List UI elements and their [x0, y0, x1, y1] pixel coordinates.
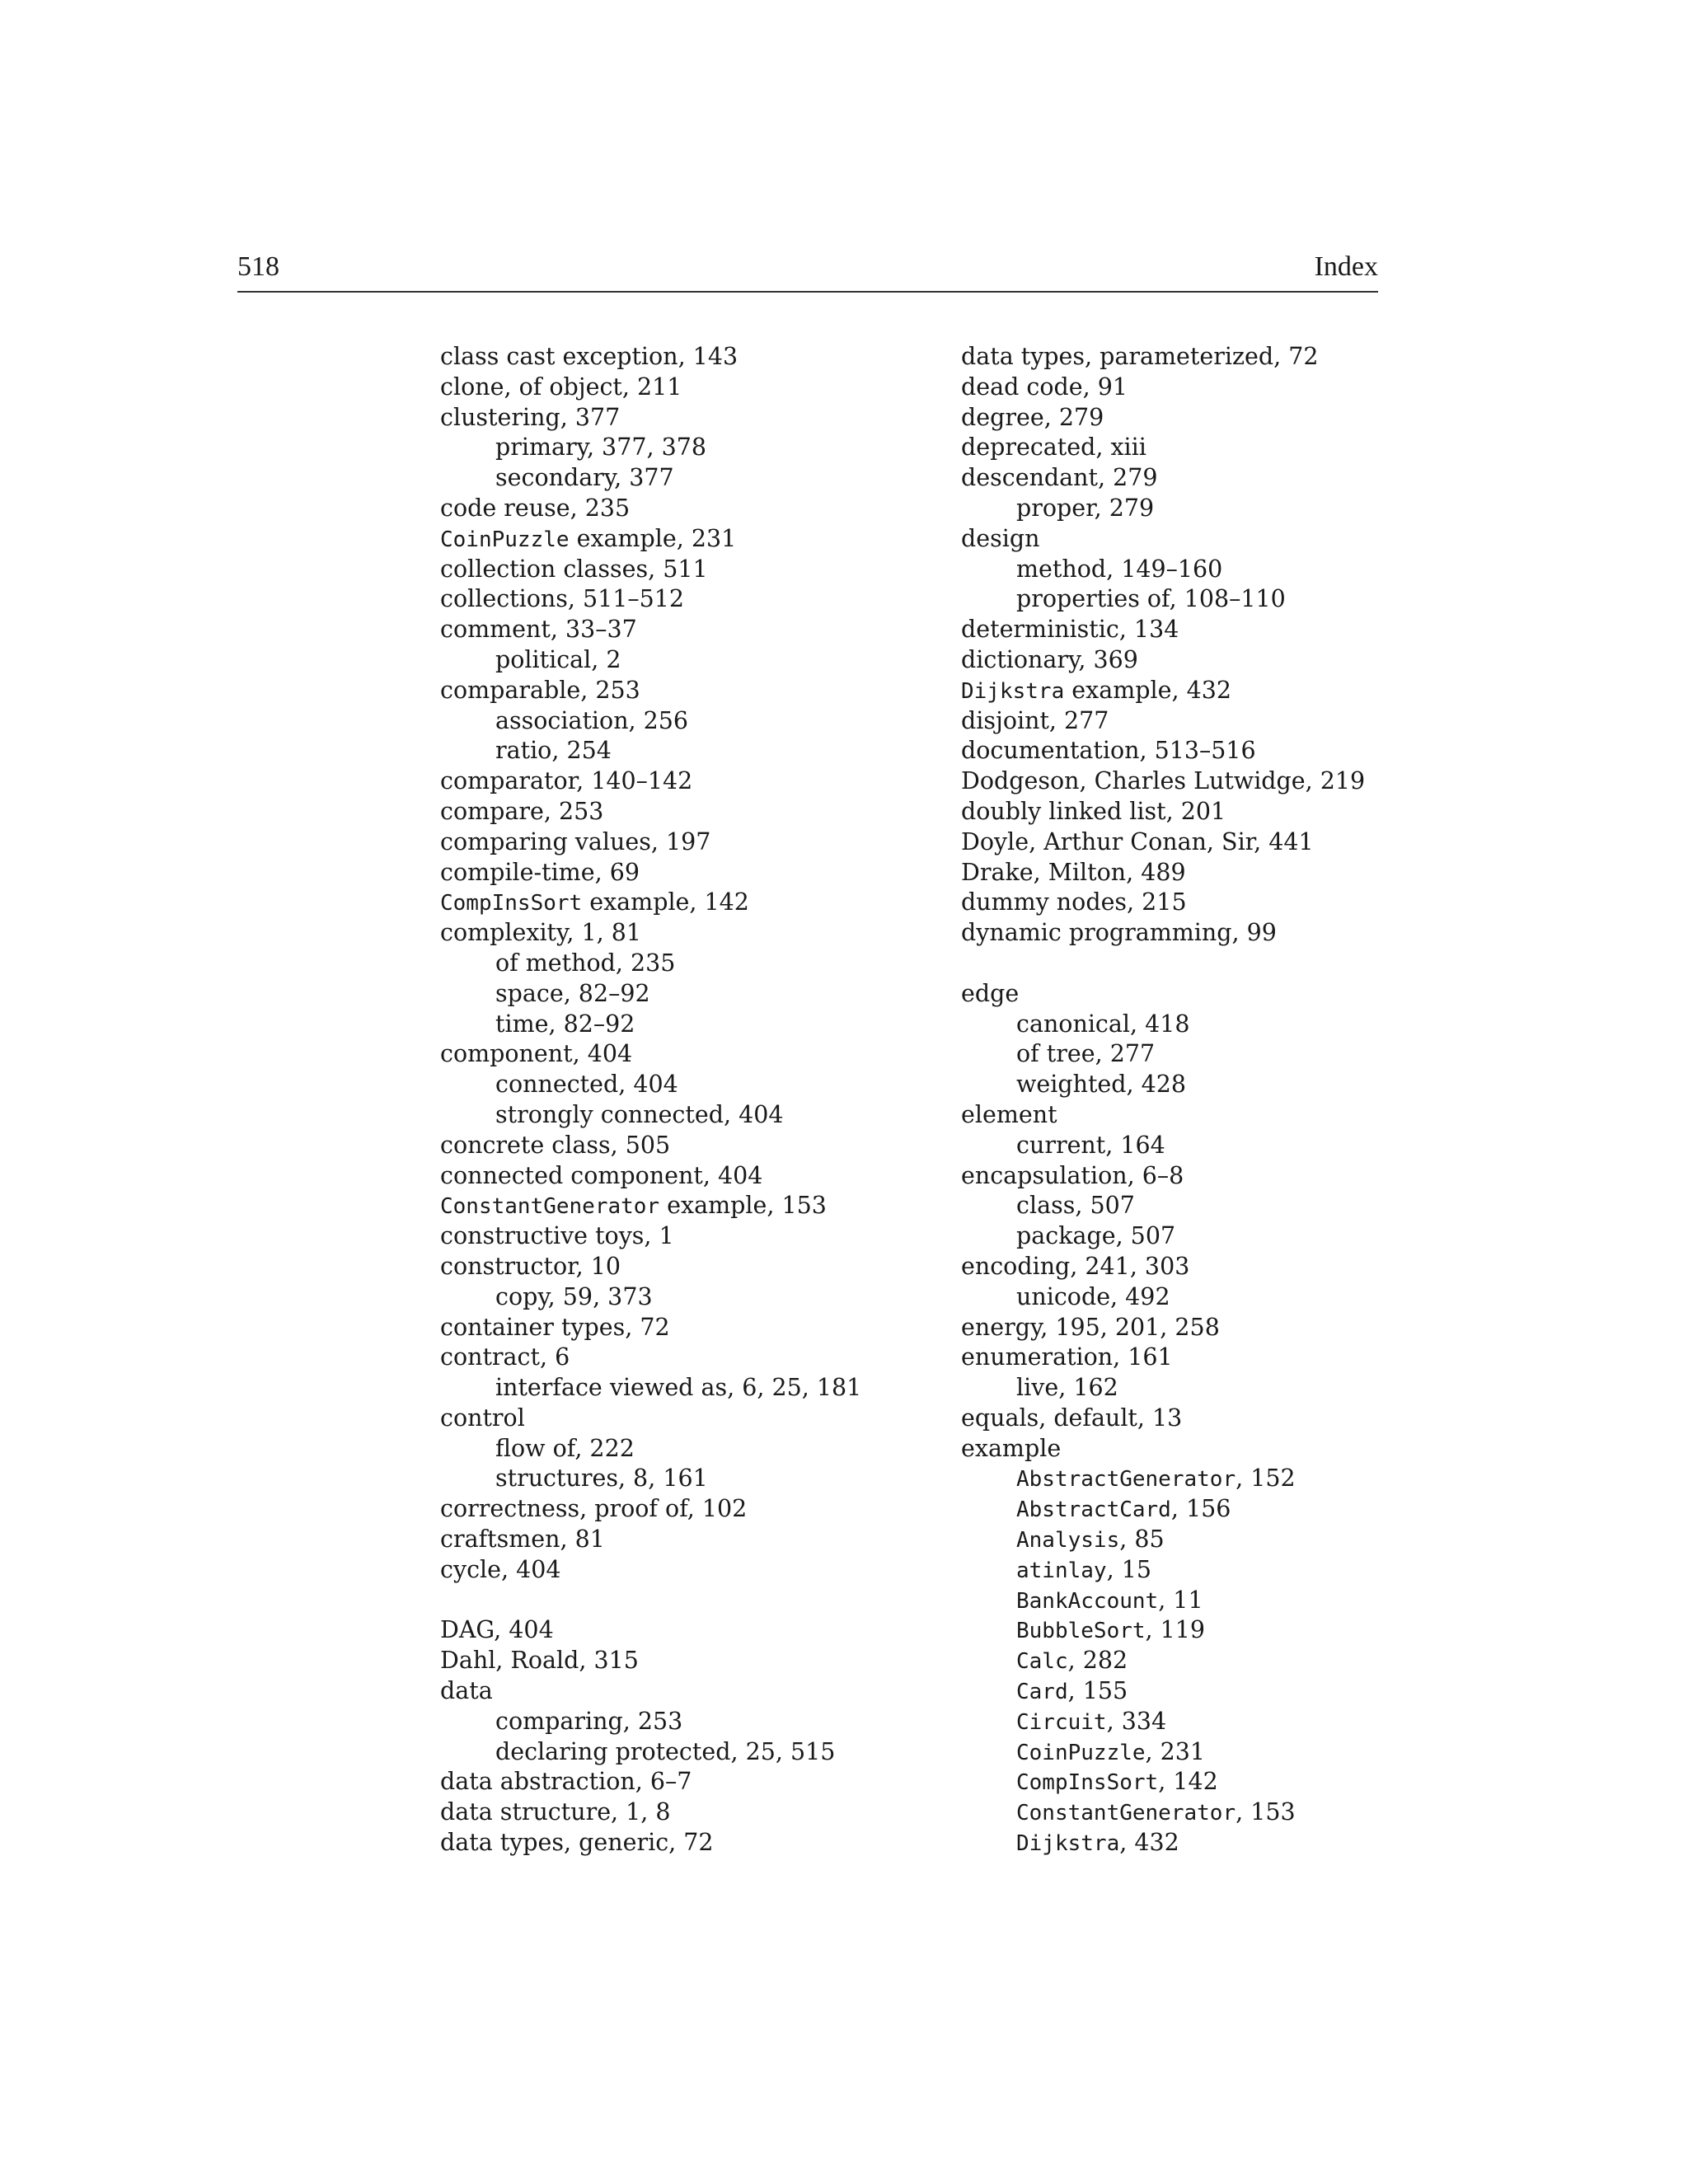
index-entry: [440, 918, 918, 949]
entry-text: ratio, 254: [495, 737, 612, 765]
index-subentry: [961, 1586, 1456, 1616]
index-entry: [961, 1161, 1456, 1192]
entry-text: , 156: [1170, 1495, 1231, 1523]
index-entry: [961, 736, 1456, 766]
index-entry: [440, 615, 918, 645]
entry-text: comparable, 253: [440, 676, 640, 704]
entry-text: structures, 8, 161: [495, 1465, 708, 1493]
index-entry: [440, 373, 918, 403]
index-subentry: [961, 1615, 1456, 1646]
index-subentry: [440, 1373, 918, 1404]
index-subentry: [961, 1737, 1456, 1768]
index-entry: [440, 1646, 918, 1676]
entry-text: , 282: [1067, 1647, 1128, 1675]
index-subentry: [961, 494, 1456, 524]
entry-text: Drake, Milton, 489: [961, 858, 1186, 886]
entry-text: encapsulation, 6–8: [961, 1161, 1184, 1189]
index-entry: [961, 918, 1456, 949]
entry-text: constructor, 10: [440, 1252, 621, 1280]
entry-text: comment, 33–37: [440, 616, 637, 644]
index-subentry: [961, 1282, 1456, 1313]
index-entry: [961, 706, 1456, 737]
entry-text: doubly linked list, 201: [961, 797, 1226, 825]
index-entry: [440, 524, 918, 555]
page-number: 518: [237, 251, 279, 282]
index-entry: [961, 342, 1456, 373]
index-subentry: [440, 645, 918, 676]
index-subentry: [961, 1828, 1456, 1858]
entry-text: component, 404: [440, 1040, 633, 1068]
index-entry: [961, 1404, 1456, 1434]
index-entry: [961, 797, 1456, 827]
entry-text: correctness, proof of, 102: [440, 1495, 748, 1523]
index-entry: [440, 1767, 918, 1797]
code-term: BankAccount: [1016, 1588, 1159, 1614]
entry-text: DAG, 404: [440, 1616, 554, 1644]
entry-text: association, 256: [495, 706, 689, 734]
entry-text: space, 82–92: [495, 979, 650, 1007]
entry-text: connected component, 404: [440, 1161, 763, 1189]
index-entry: [440, 1191, 918, 1221]
index-subentry: [961, 1676, 1456, 1707]
index-subentry: [961, 1221, 1456, 1252]
index-entry: [440, 1828, 918, 1858]
index-entry: [961, 766, 1456, 797]
running-header: [237, 251, 1378, 291]
index-subentry: [440, 949, 918, 979]
entry-text: , 334: [1106, 1707, 1167, 1735]
code-term: CoinPuzzle: [440, 527, 570, 552]
entry-text: secondary, 377: [495, 464, 674, 492]
entry-text: collections, 511–512: [440, 585, 685, 613]
index-entry: [961, 1313, 1456, 1343]
entry-text: example, 432: [1064, 676, 1231, 704]
code-term: Dijkstra: [961, 678, 1065, 704]
entry-text: , 119: [1145, 1616, 1206, 1644]
entry-text: connected, 404: [495, 1071, 678, 1099]
entry-text: of tree, 277: [1016, 1040, 1156, 1068]
entry-text: container types, 72: [440, 1313, 670, 1341]
entry-text: code reuse, 235: [440, 494, 631, 522]
entry-text: clone, of object, 211: [440, 373, 682, 401]
entry-text: comparing, 253: [495, 1707, 683, 1735]
index-entry: [961, 1343, 1456, 1373]
entry-text: data structure, 1, 8: [440, 1798, 671, 1826]
code-term: CoinPuzzle: [1016, 1740, 1146, 1765]
entry-text: element: [961, 1100, 1057, 1128]
index-entry: [440, 858, 918, 888]
index-entry: [961, 373, 1456, 403]
code-term: BubbleSort: [1016, 1619, 1146, 1644]
code-term: Calc: [1016, 1649, 1068, 1675]
entry-text: declaring protected, 25, 515: [495, 1737, 836, 1765]
entry-text: equals, default, 13: [961, 1404, 1183, 1432]
entry-text: data types, generic, 72: [440, 1829, 714, 1857]
code-term: Card: [1016, 1680, 1068, 1705]
running-title: Index: [1314, 251, 1378, 282]
index-entry: [440, 1131, 918, 1161]
entry-text: copy, 59, 373: [495, 1282, 653, 1310]
entry-text: example, 142: [582, 888, 749, 916]
index-entry: [961, 827, 1456, 858]
entry-text: comparator, 140–142: [440, 767, 693, 795]
index-subentry: [961, 1373, 1456, 1404]
entry-text: deprecated, xiii: [961, 434, 1146, 462]
index-subentry: [961, 1555, 1456, 1586]
entry-text: concrete class, 505: [440, 1131, 671, 1159]
index-subentry: [440, 463, 918, 494]
index-subentry: [961, 1707, 1456, 1737]
index-subentry: [440, 1737, 918, 1768]
entry-text: energy, 195, 201, 258: [961, 1313, 1220, 1341]
entry-text: package, 507: [1016, 1222, 1176, 1250]
index-entry: [440, 797, 918, 827]
entry-text: compile-time, 69: [440, 858, 640, 886]
entry-text: degree, 279: [961, 403, 1104, 431]
index-subentry: [961, 1191, 1456, 1221]
entry-text: compare, 253: [440, 797, 604, 825]
index-entry: [961, 463, 1456, 494]
entry-text: enumeration, 161: [961, 1343, 1173, 1371]
entry-text: data abstraction, 6–7: [440, 1768, 692, 1796]
code-term: Analysis: [1016, 1528, 1120, 1554]
entry-text: data types, parameterized, 72: [961, 343, 1319, 370]
entry-text: Dodgeson, Charles Lutwidge, 219: [961, 767, 1366, 795]
index-entry: [961, 1100, 1456, 1131]
index-entry: [440, 888, 918, 918]
entry-text: Doyle, Arthur Conan, Sir, 441: [961, 827, 1314, 855]
entry-text: descendant, 279: [961, 464, 1158, 492]
index-subentry: [961, 1131, 1456, 1161]
entry-text: , 153: [1236, 1798, 1296, 1826]
index-entry: [961, 1252, 1456, 1282]
index-subentry: [440, 1464, 918, 1494]
entry-text: , 142: [1158, 1768, 1218, 1796]
entry-text: , 432: [1119, 1829, 1179, 1857]
index-entry: [961, 979, 1456, 1010]
entry-text: , 85: [1119, 1526, 1165, 1554]
entry-text: data: [440, 1677, 493, 1705]
entry-text: current, 164: [1016, 1131, 1165, 1159]
index-entry: [440, 1676, 918, 1707]
entry-text: , 152: [1236, 1465, 1296, 1493]
index-subentry: [961, 1525, 1456, 1555]
entry-text: proper, 279: [1016, 494, 1155, 522]
index-entry: [440, 766, 918, 797]
entry-text: dummy nodes, 215: [961, 888, 1187, 916]
entry-text: Dahl, Roald, 315: [440, 1647, 639, 1675]
index-subentry: [961, 1010, 1456, 1040]
index-entry: [961, 645, 1456, 676]
index-entry: [440, 1555, 918, 1586]
index-column-right: [961, 342, 1456, 1858]
code-term: CompInsSort: [440, 891, 583, 916]
entry-text: edge: [961, 979, 1020, 1007]
index-entry: [961, 888, 1456, 918]
code-term: atinlay: [1016, 1558, 1107, 1583]
entry-text: documentation, 513–516: [961, 737, 1256, 765]
index-subentry: [440, 706, 918, 737]
entry-text: flow of, 222: [495, 1434, 635, 1462]
entry-text: example: [961, 1434, 1062, 1462]
index-entry: [440, 403, 918, 434]
index-entry: [961, 1434, 1456, 1465]
entry-text: example, 153: [659, 1192, 827, 1220]
entry-text: , 231: [1145, 1737, 1206, 1765]
index-subentry: [961, 584, 1456, 615]
index-entry: [440, 1525, 918, 1555]
entry-text: , 155: [1067, 1677, 1128, 1705]
index-column-left: [440, 342, 918, 1858]
entry-text: live, 162: [1016, 1374, 1118, 1402]
code-term: AbstractCard: [1016, 1497, 1171, 1523]
entry-text: dictionary, 369: [961, 645, 1138, 673]
entry-text: clustering, 377: [440, 403, 621, 431]
index-subentry: [440, 979, 918, 1010]
index-entry: [961, 403, 1456, 434]
index-subentry: [440, 1282, 918, 1313]
header-rule: [237, 291, 1378, 293]
entry-text: properties of, 108–110: [1016, 585, 1286, 613]
index-entry: [440, 1343, 918, 1373]
index-entry: [440, 827, 918, 858]
entry-text: time, 82–92: [495, 1010, 635, 1038]
code-term: ConstantGenerator: [1016, 1801, 1236, 1826]
entry-text: canonical, 418: [1016, 1010, 1190, 1038]
entry-text: example, 231: [569, 524, 737, 552]
index-entry: [440, 1313, 918, 1343]
index-entry: [961, 858, 1456, 888]
index-subentry: [440, 1070, 918, 1100]
entry-text: class cast exception, 143: [440, 343, 738, 370]
code-term: CompInsSort: [1016, 1770, 1159, 1796]
entry-text: unicode, 492: [1016, 1282, 1170, 1310]
entry-text: encoding, 241, 303: [961, 1252, 1190, 1280]
code-term: AbstractGenerator: [1016, 1467, 1236, 1493]
entry-text: method, 149–160: [1016, 555, 1223, 583]
index-entry: [440, 1404, 918, 1434]
index-subentry: [440, 736, 918, 766]
entry-text: primary, 377, 378: [495, 434, 706, 462]
index-entry: [440, 342, 918, 373]
entry-text: comparing values, 197: [440, 827, 711, 855]
entry-text: contract, 6: [440, 1343, 570, 1371]
entry-text: dead code, 91: [961, 373, 1128, 401]
entry-text: control: [440, 1404, 525, 1432]
index-subentry: [440, 1434, 918, 1465]
index-entry: [961, 676, 1456, 706]
index-entry: [440, 584, 918, 615]
index-entry: [440, 1221, 918, 1252]
entry-text: , 15: [1106, 1555, 1151, 1583]
entry-text: complexity, 1, 81: [440, 919, 641, 947]
index-entry: [440, 1797, 918, 1828]
entry-text: , 11: [1158, 1586, 1203, 1614]
entry-text: class, 507: [1016, 1192, 1135, 1220]
entry-text: disjoint, 277: [961, 706, 1109, 734]
index-subentry: [440, 1100, 918, 1131]
index-subentry: [440, 1707, 918, 1737]
entry-text: constructive toys, 1: [440, 1222, 674, 1250]
index-entry: [961, 433, 1456, 463]
entry-text: weighted, 428: [1016, 1071, 1187, 1099]
index-subentry: [961, 1494, 1456, 1525]
entry-text: collection classes, 511: [440, 555, 708, 583]
index-entry: [440, 1252, 918, 1282]
index-subentry: [961, 1646, 1456, 1676]
index-entry: [440, 1039, 918, 1070]
entry-text: cycle, 404: [440, 1555, 561, 1583]
index-entry: [440, 555, 918, 585]
entry-text: craftsmen, 81: [440, 1526, 605, 1554]
entry-text: interface viewed as, 6, 25, 181: [495, 1374, 862, 1402]
entry-text: design: [961, 524, 1040, 552]
index-entry: [440, 1161, 918, 1192]
entry-text: political, 2: [495, 645, 621, 673]
index-entry: [440, 676, 918, 706]
index-subentry: [961, 555, 1456, 585]
entry-text: dynamic programming, 99: [961, 919, 1277, 947]
index-entry: [961, 524, 1456, 555]
code-term: ConstantGenerator: [440, 1194, 660, 1220]
entry-text: strongly connected, 404: [495, 1100, 784, 1128]
code-term: Circuit: [1016, 1709, 1107, 1735]
entry-text: deterministic, 134: [961, 616, 1179, 644]
code-term: Dijkstra: [1016, 1831, 1120, 1857]
entry-text: of method, 235: [495, 949, 676, 977]
index-subentry: [961, 1797, 1456, 1828]
index-subentry: [440, 433, 918, 463]
index-entry: [440, 494, 918, 524]
index-entry: [440, 1494, 918, 1525]
index-subentry: [961, 1767, 1456, 1797]
index-subentry: [440, 1010, 918, 1040]
index-entry: [961, 615, 1456, 645]
index-subentry: [961, 1039, 1456, 1070]
index-entry: [440, 1615, 918, 1646]
index-subentry: [961, 1070, 1456, 1100]
index-subentry: [961, 1464, 1456, 1494]
